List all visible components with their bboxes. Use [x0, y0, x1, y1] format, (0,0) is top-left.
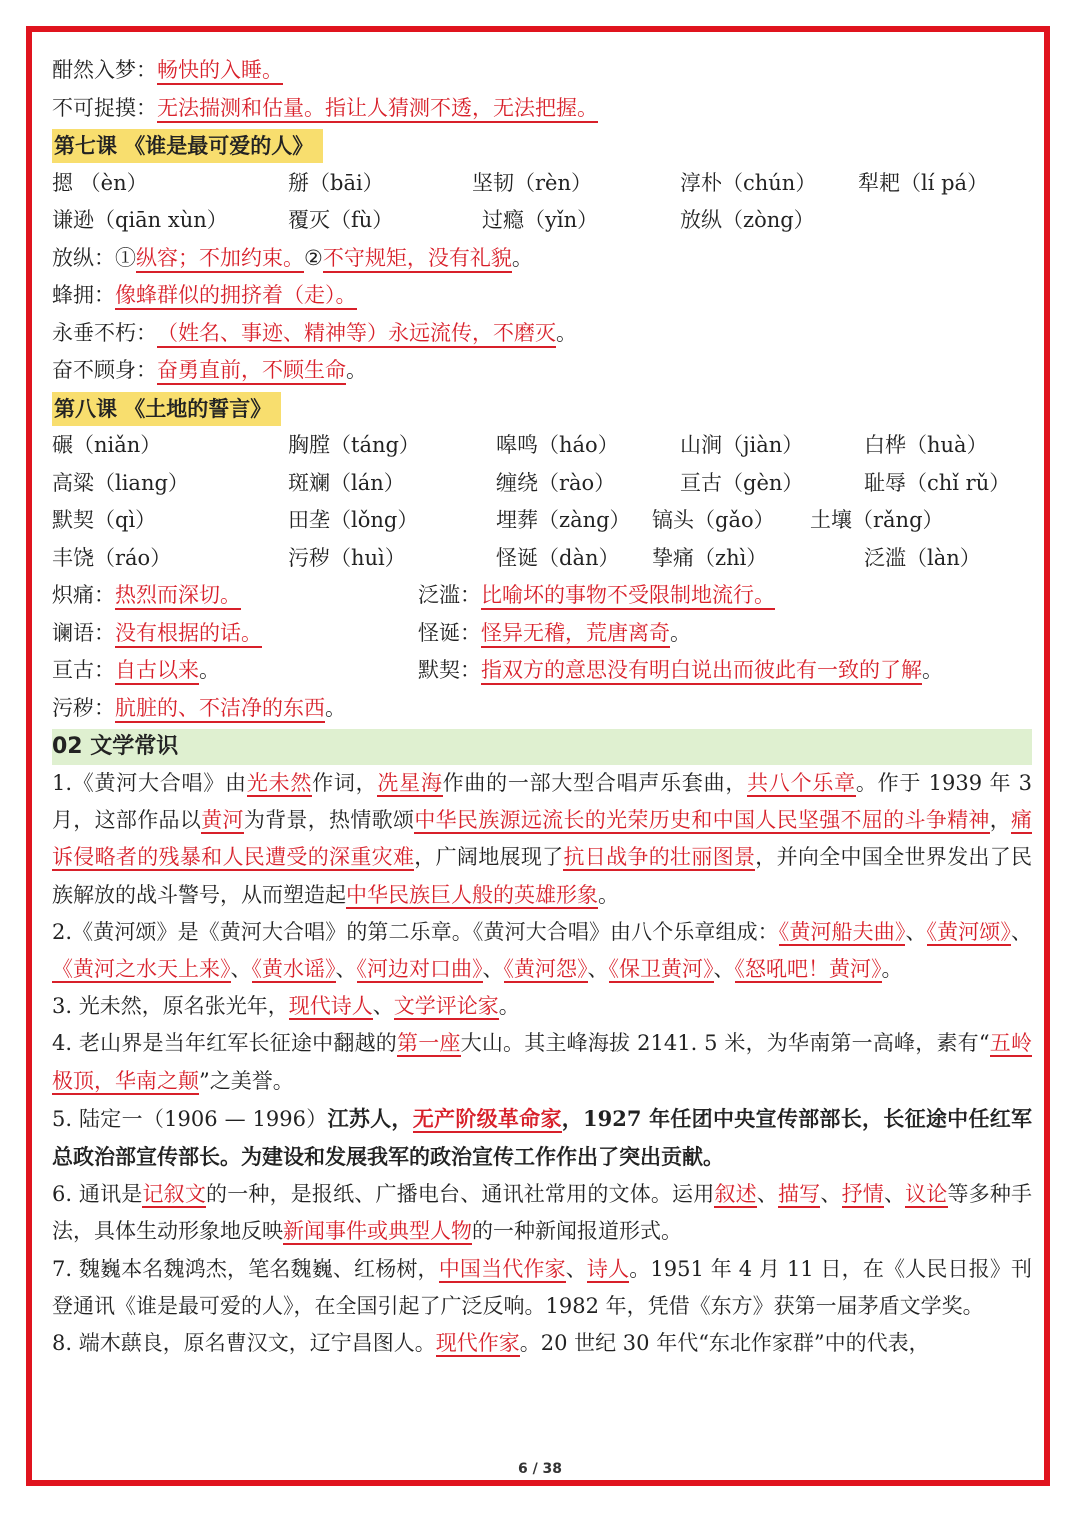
- word-item: 胸膛（táng）: [288, 433, 420, 457]
- key-point: 现代诗人: [288, 994, 373, 1019]
- text-run: 。1951 年 4 月 11 日，在《人民日报》刊登通讯《谁是最可爱的人》，在全国引起了广泛反响。1982 年，凭借《东方》获第一届茅盾文学奖。: [52, 1256, 1033, 1318]
- text-run: 。: [598, 882, 619, 907]
- entry-term: 怪诞：: [418, 620, 481, 645]
- text-run: 、: [756, 1182, 778, 1207]
- key-point: 诗人: [586, 1256, 630, 1281]
- lesson7-heading-row: [52, 127, 1032, 165]
- word-item: 高粱（liang）: [52, 470, 189, 495]
- key-point: 抒情: [841, 1182, 884, 1207]
- key-point: 光未然: [246, 771, 313, 795]
- text-run: ，并向全中国全世界发出了民族解放的战斗警号，从而塑造起: [52, 845, 1033, 907]
- text-run: 作曲的一部大型合唱声乐套曲，: [442, 771, 748, 795]
- text-run: 、: [230, 957, 252, 982]
- word-item: 缠绕（rào）: [496, 470, 616, 495]
- key-point: 议论: [905, 1182, 948, 1207]
- key-point: 中国当代作家: [438, 1256, 566, 1281]
- word-item: 覆灭（fù）: [288, 208, 394, 232]
- text-run: 、: [372, 994, 394, 1019]
- text-run: 。作于 1939 年 3 月，这部作品以: [52, 771, 1033, 833]
- entry-fanlan: [418, 577, 775, 615]
- bold-text: 江苏人，: [327, 1105, 413, 1131]
- number-marker: ②: [304, 245, 323, 270]
- key-point: 叙述: [714, 1182, 757, 1207]
- text-run: 。20 世纪 30 年代“东北作家群”中的代表，: [519, 1331, 930, 1356]
- text-run: 1.《黄河大合唱》由: [52, 771, 247, 795]
- entry-definition: （姓名、事迹、精神等）永远流传，不磨灭: [157, 321, 556, 348]
- word-item: 白桦（huà）: [864, 433, 988, 457]
- lesson8-words-row: [52, 465, 1032, 503]
- text-run: 8. 端木蕻良，原名曹汉文，辽宁昌图人。: [52, 1331, 436, 1356]
- key-point: 《黄河颂》: [926, 919, 1011, 944]
- entry-term: 奋不顾身：: [52, 358, 157, 382]
- entry-definition: 肮脏的、不洁净的东西: [115, 696, 325, 723]
- word-item: 过瘾（yǐn）: [482, 208, 599, 232]
- entry-term: 默契：: [418, 658, 481, 682]
- entry-term: 酣然入梦：: [52, 58, 157, 82]
- lesson7-title: 第七课 《谁是最可爱的人》: [52, 129, 323, 163]
- word-item: 掰（bāi）: [288, 170, 384, 195]
- text-run: 、: [1011, 919, 1032, 944]
- entry-definition: 奋勇直前，不顾生命: [157, 358, 346, 385]
- text-run: ，: [989, 808, 1012, 833]
- text-run: ”之美誉。: [199, 1068, 294, 1093]
- entry-lanyu: [52, 615, 262, 653]
- paragraph: [52, 988, 1032, 1025]
- key-point: 《黄河之水天上来》: [52, 957, 231, 982]
- word-item: 亘古（gèn）: [680, 470, 804, 495]
- lesson7-words-row: [52, 202, 1032, 240]
- text-run: 3. 光未然，原名张光年，: [52, 994, 289, 1019]
- text-run: 、: [883, 1182, 906, 1207]
- entry-definition: 热烈而深切。: [115, 583, 241, 610]
- word-item: 怪诞（dàn）: [496, 545, 620, 570]
- entry-wuhui: [52, 690, 346, 728]
- key-point: 共八个乐章: [747, 771, 856, 795]
- entry-yongchui: [52, 315, 1032, 353]
- key-point: 无产阶级革命家: [412, 1105, 562, 1131]
- word-item: 犁耙（lí pá）: [858, 170, 989, 195]
- entry-definition: 畅快的入睡。: [157, 58, 283, 85]
- word-item: 碾（niǎn）: [52, 433, 162, 457]
- text-run: 、: [335, 957, 357, 982]
- key-point: 《怒吼吧！黄河》: [734, 957, 882, 982]
- key-point: 第一座: [397, 1031, 461, 1056]
- entry-term: 蜂拥：: [52, 283, 115, 307]
- key-point: 《黄河船夫曲》: [778, 919, 906, 944]
- text-run: 5. 陆定一（1906 — 1996）: [52, 1106, 328, 1131]
- punctuation: 。: [511, 245, 533, 270]
- word-item: 丰饶（ráo）: [52, 545, 172, 570]
- word-item: 镐头（gǎo）: [652, 508, 775, 532]
- text-run: 大山。其主峰海拔 2141. 5 米，为华南第一高峰，素有“: [460, 1031, 990, 1056]
- key-point: 现代作家: [435, 1331, 520, 1356]
- text-run: 、: [905, 919, 927, 944]
- bold-text: ，1927 年任团中央宣传部部长，长征途中任红军总政治部宣传部长。为建设和发展我军的政治宣传工作作出了突出贡献。: [52, 1105, 1033, 1170]
- entry-definition: 纵容；不加约束。: [136, 246, 304, 273]
- word-item: 污秽（huì）: [288, 545, 406, 570]
- lesson8-heading-row: [52, 390, 1032, 428]
- text-run: 2.《黄河颂》是《黄河大合唱》的第二乐章。《黄河大合唱》由八个乐章组成：: [52, 919, 779, 944]
- paragraph: [52, 1325, 1032, 1362]
- entry-definition: 比喻坏的事物不受限制地流行。: [481, 583, 775, 610]
- entry-hanran: [52, 52, 1032, 90]
- entry-term: 永垂不朽：: [52, 320, 157, 345]
- text-run: 、: [587, 957, 609, 982]
- entry-definition: 无法揣测和估量。指让人猜测不透，无法把握。: [157, 96, 598, 123]
- text-run: 、: [565, 1256, 587, 1281]
- entry-definition: 指双方的意思没有明白说出而彼此有一致的了解: [481, 658, 922, 685]
- text-run: 6. 通讯是: [52, 1182, 143, 1207]
- lesson8-words-row: [52, 540, 1032, 578]
- word-item: 山涧（jiàn）: [680, 433, 804, 457]
- lesson8-words-row: [52, 502, 1032, 540]
- key-point: 冼星海: [377, 771, 443, 795]
- key-point: 记叙文: [142, 1182, 207, 1207]
- paragraph: [52, 1100, 1032, 1176]
- entry-fenbu: [52, 352, 1032, 390]
- text-run: 的一种，是报纸、广播电台、通讯社常用的文体。运用: [206, 1182, 715, 1207]
- word-item: 耻辱（chǐ rǔ）: [864, 470, 1011, 495]
- entry-fangzong: [52, 240, 1032, 278]
- key-point: 新闻事件或典型人物: [283, 1219, 472, 1244]
- entry-bukezhuomo: [52, 90, 1032, 128]
- punctuation: 。: [325, 695, 346, 720]
- page-number: 6 / 38: [517, 1461, 563, 1477]
- key-point: 文学评论家: [393, 994, 499, 1019]
- key-point: 描写: [778, 1182, 821, 1207]
- entry-guaidan: [418, 615, 691, 653]
- text-run: 、: [482, 957, 504, 982]
- entry-definition: 怪异无稽，荒唐离奇: [481, 621, 670, 648]
- key-point: 五岭极顶，华南之颠: [52, 1031, 1033, 1093]
- text-run: 7. 魏巍本名魏鸿杰，笔名魏巍、红杨树，: [52, 1256, 439, 1281]
- text-run: 。: [498, 994, 520, 1019]
- word-item: 泛滥（làn）: [864, 545, 981, 570]
- punctuation: 。: [556, 320, 577, 345]
- entry-term: 泛滥：: [418, 583, 481, 607]
- paragraph: [52, 914, 1032, 988]
- entry-moqi: [418, 652, 943, 690]
- key-point: 《黄水谣》: [251, 957, 336, 982]
- lesson8-words-row: [52, 427, 1032, 465]
- number-marker: ①: [115, 245, 136, 270]
- word-item: 淳朴（chún）: [680, 170, 817, 195]
- word-item: 嗥鸣（háo）: [496, 433, 619, 457]
- word-item: 挚痛（zhì）: [652, 545, 768, 570]
- entry-gengu: [52, 652, 220, 690]
- lesson8-title: 第八课 《土地的誓言》: [52, 392, 281, 426]
- text-run: 、: [713, 957, 735, 982]
- paragraph: [52, 1176, 1032, 1250]
- word-item: 摁 （èn）: [52, 170, 148, 195]
- paragraph: [52, 765, 1032, 914]
- punctuation: 。: [922, 658, 943, 682]
- lesson8-def-row: [52, 615, 1032, 653]
- page-content: [52, 52, 1032, 1362]
- punctuation: 。: [346, 358, 367, 382]
- entry-definition: 自古以来: [115, 658, 199, 685]
- key-point: 中华民族源远流长的光荣历史和中国人民坚强不屈的斗争精神: [414, 808, 990, 833]
- word-item: 田垄（lǒng）: [288, 508, 419, 532]
- text-run: 。: [881, 957, 903, 982]
- key-point: 《保卫黄河》: [608, 957, 714, 982]
- text-run: 的一种新闻报道形式。: [472, 1219, 682, 1244]
- lesson8-def-row: [52, 690, 1032, 728]
- punctuation: 。: [670, 620, 691, 645]
- word-item: 放纵（zòng）: [680, 208, 815, 232]
- lesson7-words-row: [52, 165, 1032, 203]
- word-item: 斑斓（lán）: [288, 470, 405, 495]
- entry-term: 放纵：: [52, 245, 115, 270]
- text-run: 为背景，热情歌颂: [243, 808, 415, 833]
- entry-term: 污秽：: [52, 695, 115, 720]
- word-item: 默契（qì）: [52, 508, 157, 532]
- section-heading: 02 文学常识: [52, 729, 1032, 765]
- text-run: 4. 老山界是当年红军长征途中翻越的: [52, 1031, 397, 1056]
- key-point: 《河边对口曲》: [356, 957, 483, 982]
- text-run: 等多种手法，具体生动形象地反映: [52, 1182, 1033, 1244]
- lesson8-def-row: [52, 577, 1032, 615]
- word-item: 坚韧（rèn）: [472, 170, 592, 195]
- key-point: 痛诉侵略者的残暴和人民遭受的深重灾难: [52, 808, 1033, 870]
- entry-term: 炽痛：: [52, 583, 115, 607]
- text-run: ，广阔地展现了: [414, 845, 564, 870]
- paragraph: [52, 1251, 1032, 1325]
- entry-term: 不可捉摸：: [52, 95, 157, 120]
- lesson8-def-row: [52, 652, 1032, 690]
- key-point: 抗日战争的壮丽图景: [563, 845, 756, 870]
- entry-definition: 没有根据的话。: [115, 621, 262, 648]
- word-item: 土壤（rǎng）: [810, 508, 944, 532]
- entry-fengyong: [52, 277, 1032, 315]
- entry-term: 亘古：: [52, 658, 115, 682]
- entry-definition: 像蜂群似的拥挤着（走）。: [115, 283, 357, 310]
- word-item: 埋葬（zàng）: [496, 508, 631, 532]
- entry-definition: 不守规矩，没有礼貌: [323, 246, 512, 273]
- word-item: 谦逊（qiān xùn）: [52, 208, 228, 232]
- key-point: 中华民族巨人般的英雄形象: [346, 882, 598, 907]
- text-run: 作词，: [312, 771, 378, 795]
- key-point: 《黄河怨》: [503, 957, 588, 982]
- text-run: 、: [820, 1182, 842, 1207]
- entry-chitong: [52, 577, 241, 615]
- key-point: 黄河: [201, 808, 244, 833]
- punctuation: 。: [199, 658, 220, 682]
- paragraph: [52, 1025, 1032, 1099]
- entry-term: 谰语：: [52, 620, 115, 645]
